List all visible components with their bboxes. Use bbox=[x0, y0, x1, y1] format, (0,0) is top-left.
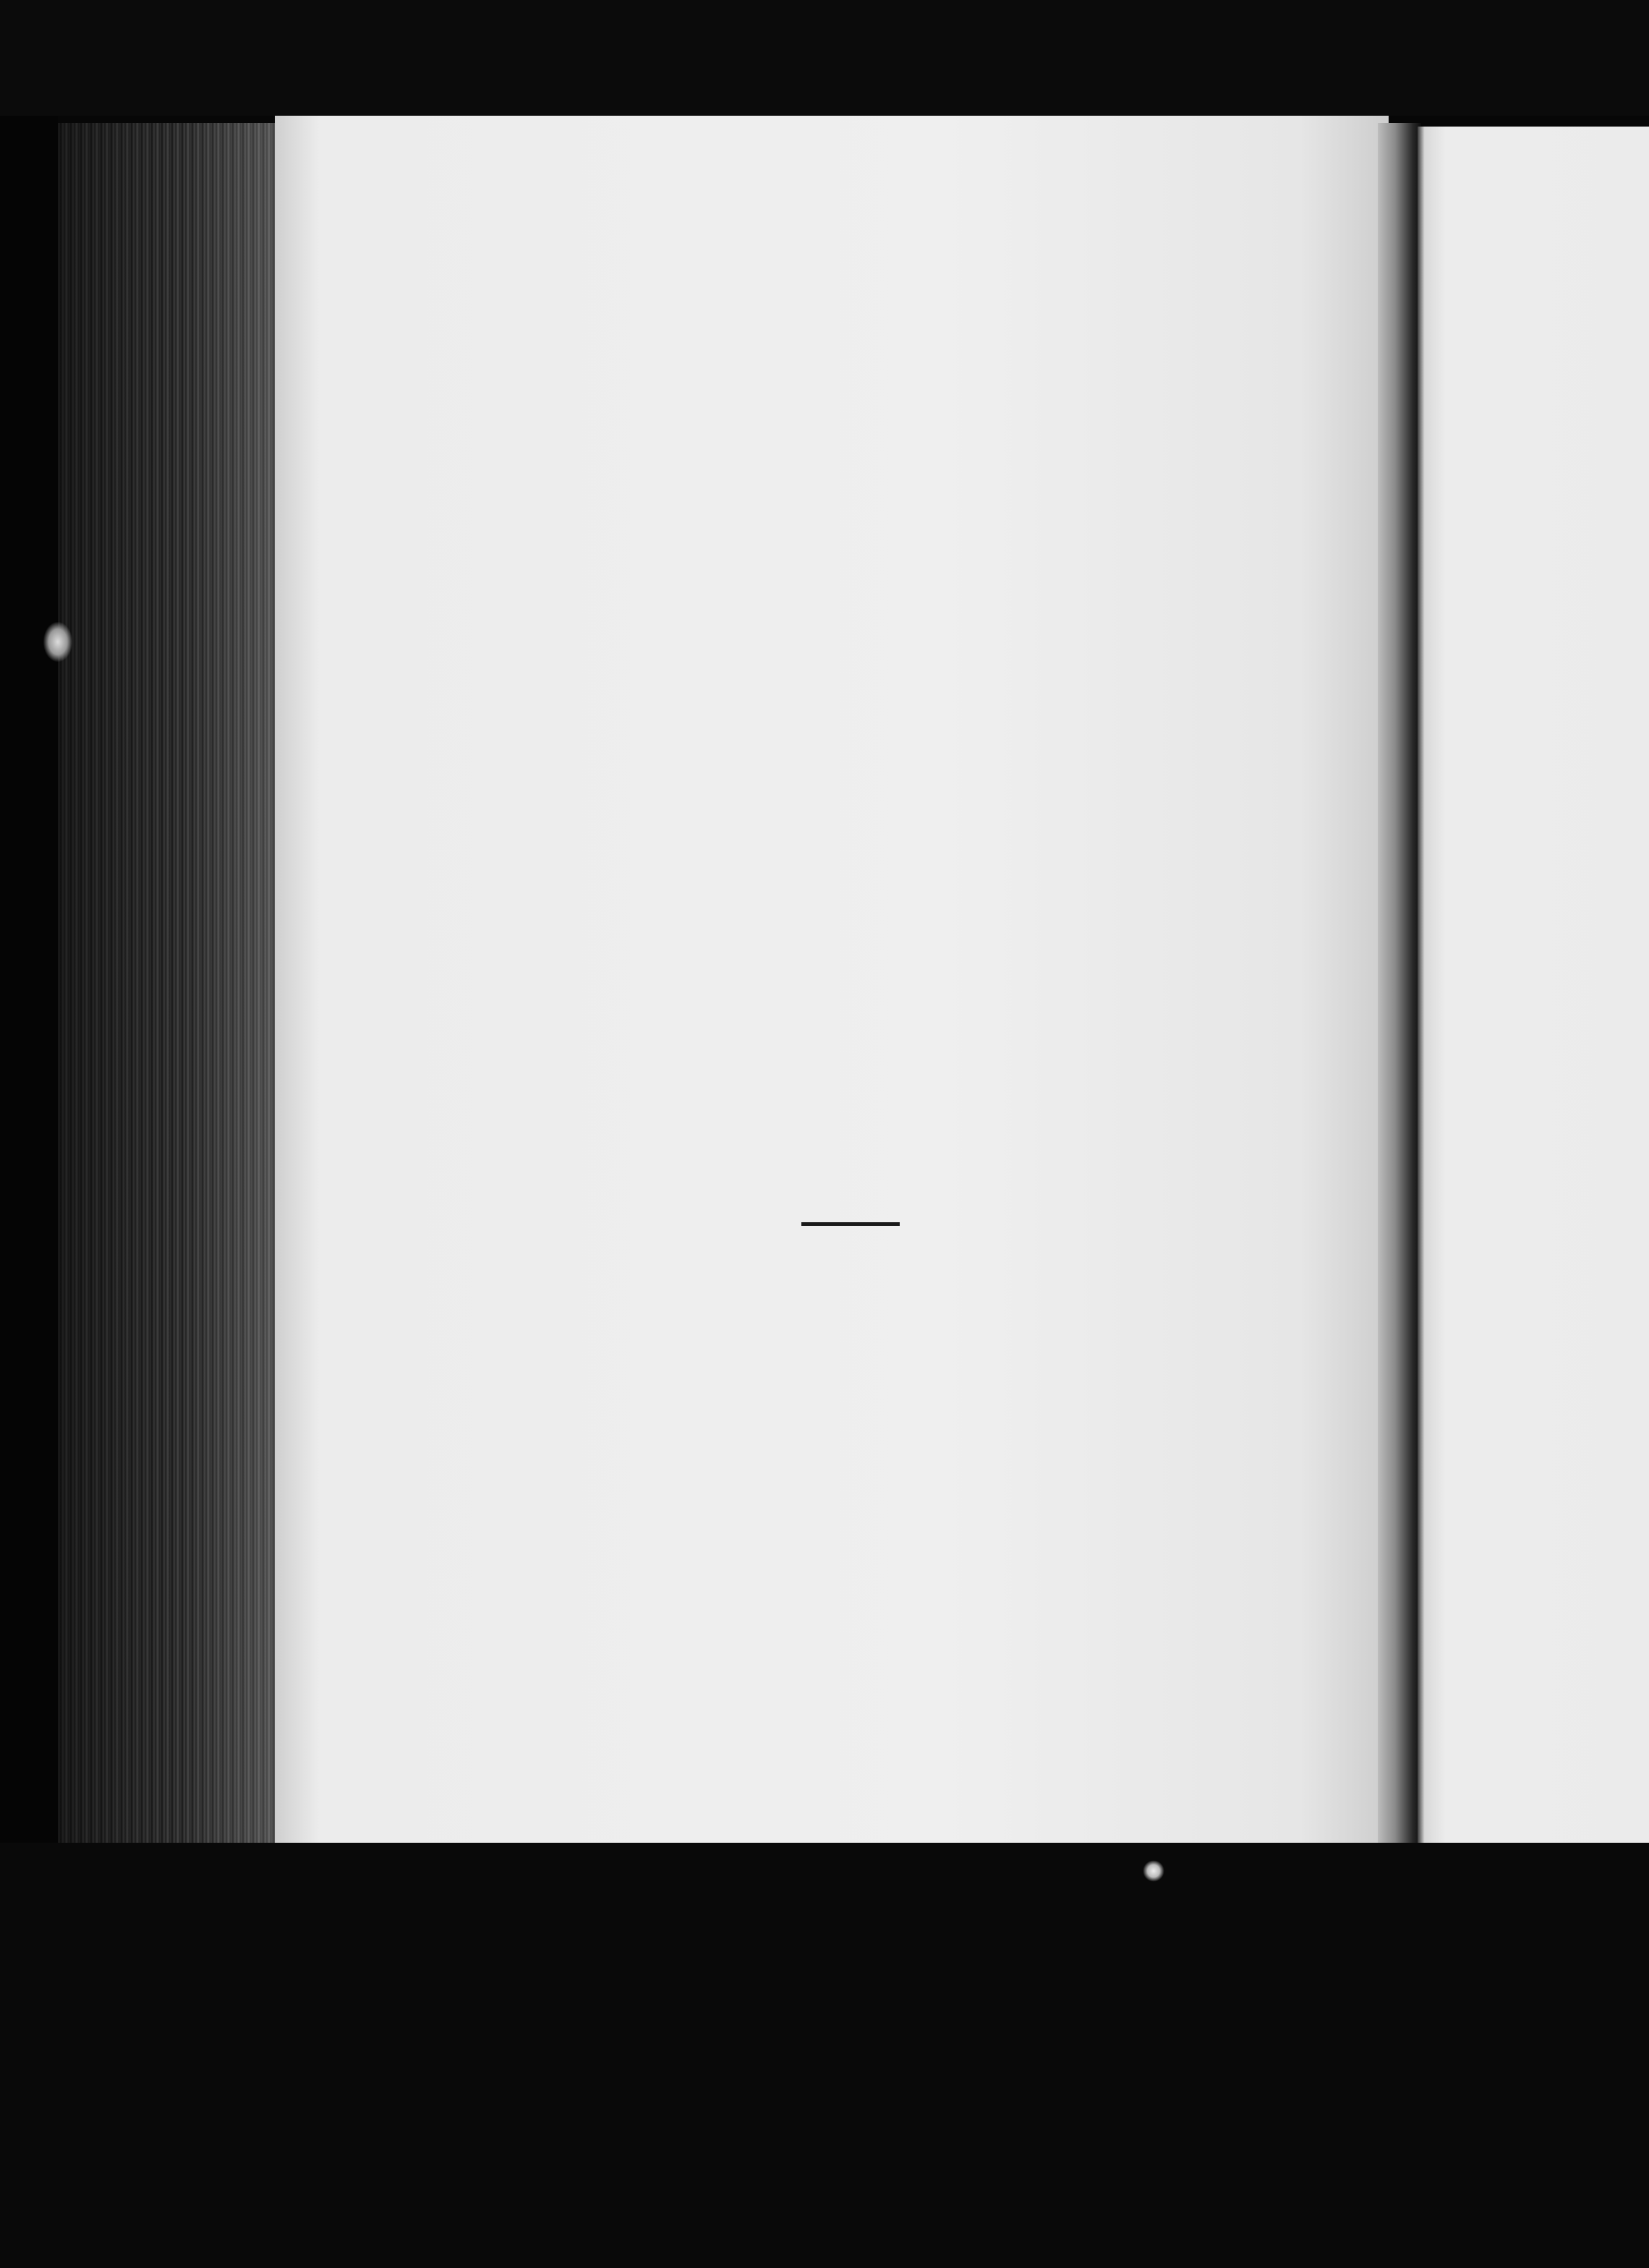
running-head bbox=[376, 230, 1338, 273]
film-speck bbox=[1143, 1860, 1164, 1882]
film-border-left bbox=[0, 116, 58, 1844]
film-speck bbox=[43, 622, 72, 662]
film-border-bottom bbox=[0, 1843, 1649, 2268]
film-border-top bbox=[0, 0, 1649, 116]
section-divider-rule bbox=[801, 1222, 900, 1226]
closing-line bbox=[367, 1143, 1337, 1179]
left-page bbox=[275, 116, 1389, 1844]
facing-page bbox=[1418, 127, 1649, 1851]
book-gutter bbox=[1378, 123, 1421, 1844]
page-edges-stack bbox=[58, 123, 289, 1851]
